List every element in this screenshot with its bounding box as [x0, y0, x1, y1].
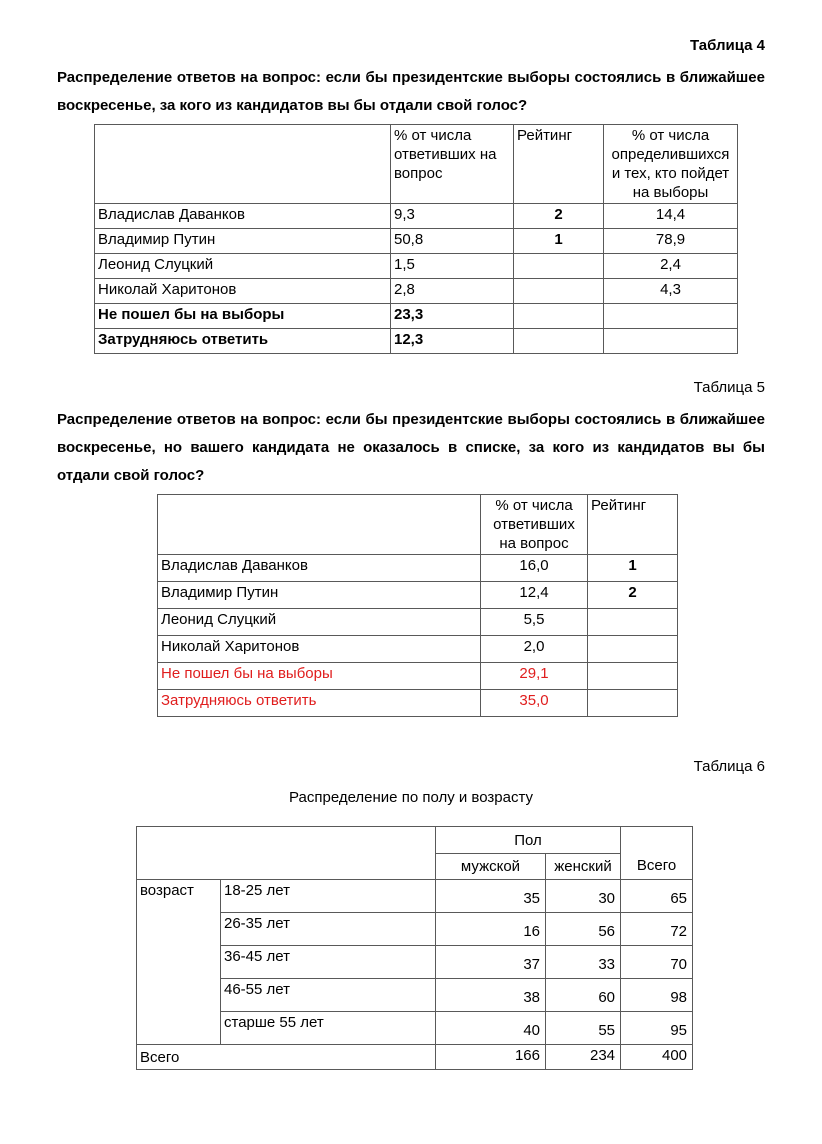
pct-cell: 35,0 — [481, 690, 588, 717]
table-row — [137, 979, 693, 1012]
empty-header-cell — [137, 827, 436, 880]
total-count-cell: 95 — [621, 1012, 693, 1045]
female-count-cell: 30 — [546, 880, 621, 913]
table5-question: Распределение ответов на вопрос: если бы президентские выборы состоялись в ближайшее воскресенье, но вашего кандидата не оказалось в списке, за кого из кандидатов вы бы отдали свой голос? — [57, 411, 765, 484]
rating-cell — [588, 663, 678, 690]
answer-label-cell: Не пошел бы на выборы — [158, 663, 481, 690]
table-row — [158, 690, 678, 717]
pct-cell: 50,8 — [391, 229, 514, 254]
table-row — [95, 204, 738, 229]
male-count-cell: 37 — [436, 946, 546, 979]
pct-cell: 16,0 — [481, 555, 588, 582]
candidate-name-cell: Николай Харитонов — [158, 636, 481, 663]
total-count-cell: 98 — [621, 979, 693, 1012]
male-count-cell: 35 — [436, 880, 546, 913]
decided-header-cell: % от числа определившихся и тех, кто пойдет на выборы — [604, 125, 738, 204]
candidate-name-cell: Владимир Путин — [158, 582, 481, 609]
candidate-name-cell: Николай Харитонов — [95, 279, 391, 304]
female-header-cell: женский — [546, 854, 621, 880]
total-header-cell: Всего — [621, 827, 693, 880]
table-row — [95, 254, 738, 279]
rating-cell — [514, 304, 604, 329]
age-range-cell: 26-35 лет — [221, 913, 436, 946]
male-count-cell: 40 — [436, 1012, 546, 1045]
decided-cell — [604, 329, 738, 354]
sex-group-header-cell: Пол — [436, 827, 621, 854]
table6-total-row — [137, 1045, 693, 1070]
table5-caption: Таблица 5 — [693, 379, 765, 396]
grand-total-cell: 400 — [621, 1045, 693, 1070]
table-row — [95, 279, 738, 304]
candidate-name-cell: Владимир Путин — [95, 229, 391, 254]
rating-cell — [588, 636, 678, 663]
table-row — [137, 880, 693, 913]
rating-cell — [588, 690, 678, 717]
candidate-name-cell: Леонид Слуцкий — [158, 609, 481, 636]
table-row — [95, 304, 738, 329]
male-count-cell: 16 — [436, 913, 546, 946]
table-row — [158, 555, 678, 582]
empty-header-cell — [95, 125, 391, 204]
total-label-cell: Всего — [137, 1045, 436, 1070]
table4 — [94, 124, 738, 354]
female-count-cell: 33 — [546, 946, 621, 979]
rating-header-cell: Рейтинг — [588, 495, 678, 555]
pct-cell: 29,1 — [481, 663, 588, 690]
table-row — [158, 609, 678, 636]
male-total-cell: 166 — [436, 1045, 546, 1070]
table6-header-row-1 — [137, 827, 693, 854]
candidate-name-cell: Владислав Даванков — [158, 555, 481, 582]
table5-header-row — [158, 495, 678, 555]
decided-cell: 2,4 — [604, 254, 738, 279]
female-total-cell: 234 — [546, 1045, 621, 1070]
decided-cell: 4,3 — [604, 279, 738, 304]
table6-caption: Таблица 6 — [693, 758, 765, 775]
rating-header-cell: Рейтинг — [514, 125, 604, 204]
age-range-cell: 46-55 лет — [221, 979, 436, 1012]
table6-title: Распределение по полу и возрасту — [289, 789, 533, 806]
table-row — [137, 946, 693, 979]
answer-label-cell: Не пошел бы на выборы — [95, 304, 391, 329]
table-row — [137, 913, 693, 946]
table-row — [137, 1012, 693, 1045]
age-group-label-cell: возраст — [137, 880, 221, 1045]
pct-cell: 2,8 — [391, 279, 514, 304]
table-row — [158, 636, 678, 663]
pct-cell: 5,5 — [481, 609, 588, 636]
decided-cell — [604, 304, 738, 329]
decided-cell: 14,4 — [604, 204, 738, 229]
total-count-cell: 65 — [621, 880, 693, 913]
age-range-cell: 18-25 лет — [221, 880, 436, 913]
answer-label-cell: Затрудняюсь ответить — [95, 329, 391, 354]
rating-cell: 1 — [588, 555, 678, 582]
candidate-name-cell: Леонид Слуцкий — [95, 254, 391, 279]
rating-cell: 1 — [514, 229, 604, 254]
rating-cell — [514, 279, 604, 304]
age-range-cell: 36-45 лет — [221, 946, 436, 979]
table5 — [157, 494, 678, 717]
decided-cell: 78,9 — [604, 229, 738, 254]
table4-caption: Таблица 4 — [689, 37, 765, 54]
female-count-cell: 56 — [546, 913, 621, 946]
pct-cell: 2,0 — [481, 636, 588, 663]
female-count-cell: 55 — [546, 1012, 621, 1045]
male-header-cell: мужской — [436, 854, 546, 880]
pct-cell: 12,3 — [391, 329, 514, 354]
rating-cell — [514, 254, 604, 279]
answer-label-cell: Затрудняюсь ответить — [158, 690, 481, 717]
male-count-cell: 38 — [436, 979, 546, 1012]
rating-cell — [514, 329, 604, 354]
rating-cell — [588, 609, 678, 636]
table-row — [158, 582, 678, 609]
rating-cell: 2 — [514, 204, 604, 229]
female-count-cell: 60 — [546, 979, 621, 1012]
table6 — [136, 826, 693, 1070]
table-row — [158, 663, 678, 690]
age-range-cell: старше 55 лет — [221, 1012, 436, 1045]
pct-cell: 9,3 — [391, 204, 514, 229]
pct-cell: 23,3 — [391, 304, 514, 329]
table-row — [95, 229, 738, 254]
pct-cell: 12,4 — [481, 582, 588, 609]
table4-header-row — [95, 125, 738, 204]
empty-header-cell — [158, 495, 481, 555]
table-row — [95, 329, 738, 354]
pct-header-cell: % от числа ответивших на вопрос — [481, 495, 588, 555]
pct-cell: 1,5 — [391, 254, 514, 279]
candidate-name-cell: Владислав Даванков — [95, 204, 391, 229]
total-count-cell: 70 — [621, 946, 693, 979]
table4-question: Распределение ответов на вопрос: если бы президентские выборы состоялись в ближайшее воскресенье, за кого из кандидатов вы бы отдали свой голос? — [57, 69, 765, 114]
total-count-cell: 72 — [621, 913, 693, 946]
pct-header-cell: % от числа ответивших на вопрос — [391, 125, 514, 204]
rating-cell: 2 — [588, 582, 678, 609]
